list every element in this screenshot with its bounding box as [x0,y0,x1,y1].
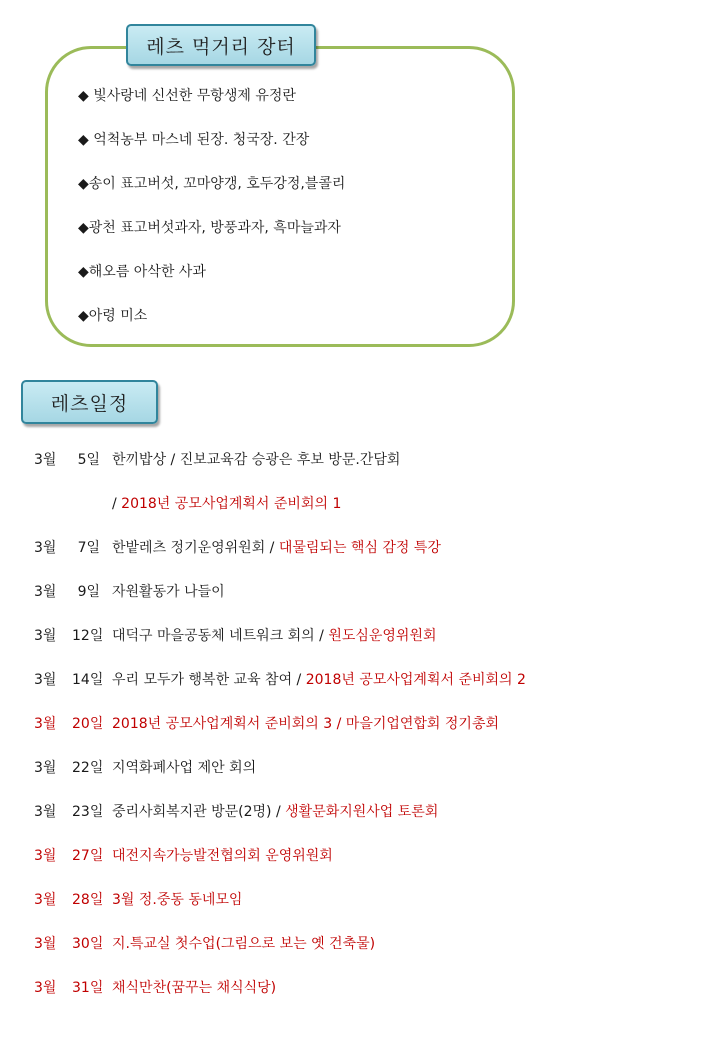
schedule-day: 20일 [72,716,104,732]
schedule-text: 채식만찬(꿈꾸는 채식식당) [112,980,277,996]
schedule-text: 대전지속가능발전협의회 운영위원회 [112,848,333,864]
schedule-month: 3월 [34,540,57,556]
schedule-month: 3월 [34,760,57,776]
schedule-day: 31일 [72,980,104,996]
schedule-text: / 2018년 공모사업계획서 준비회의 1 [112,496,342,512]
schedule-title: 레츠일정 [21,380,158,424]
schedule-row [34,538,714,582]
schedule-day: 23일 [72,804,104,820]
schedule-month: 3월 [34,672,57,688]
schedule-day: 22일 [72,760,104,776]
schedule-row [34,890,714,934]
schedule-text: 중리사회복지관 방문(2명) / 생활문화지원사업 토론회 [112,804,439,820]
schedule-row [34,670,714,714]
schedule-day: 12일 [72,628,104,644]
schedule-row [34,758,714,802]
schedule-row [34,802,714,846]
market-item: ◆광천 표고버섯과자, 방풍과자, 흑마늘과자 [78,220,341,236]
schedule-month: 3월 [34,848,57,864]
market-item: ◆송이 표고버섯, 꼬마양갱, 호두강정,블콜리 [78,176,346,192]
schedule-text: 지.특교실 첫수업(그림으로 보는 옛 건축물) [112,936,376,952]
schedule-text: 2018년 공모사업계획서 준비회의 3 / 마을기업연합회 정기총회 [112,716,500,732]
schedule-row [34,494,714,538]
market-item: ◆해오름 아삭한 사과 [78,264,206,280]
market-item: ◆ 빛사랑네 신선한 무항생제 유정란 [78,88,296,104]
schedule-row [34,626,714,670]
schedule-row [34,978,714,1022]
schedule-day: 5일 [77,452,100,468]
schedule-row [34,450,714,494]
schedule-text: 3월 정.중동 동네모임 [112,892,243,908]
schedule-month: 3월 [34,584,57,600]
schedule-list [34,450,714,1022]
schedule-day: 28일 [72,892,104,908]
schedule-text: 지역화폐사업 제안 회의 [112,760,257,776]
schedule-row [34,934,714,978]
schedule-month: 3월 [34,716,57,732]
schedule-row [34,846,714,890]
schedule-text: 한끼밥상 / 진보교육감 승광은 후보 방문.간담회 [112,452,401,468]
schedule-month: 3월 [34,804,57,820]
schedule-day: 7일 [77,540,100,556]
schedule-day: 30일 [72,936,104,952]
schedule-text: 우리 모두가 행복한 교육 참여 / 2018년 공모사업계획서 준비회의 2 [112,672,526,688]
schedule-day: 27일 [72,848,104,864]
schedule-row [34,582,714,626]
schedule-text: 대덕구 마을공동체 네트워크 회의 / 원도심운영위원회 [112,628,437,644]
market-title: 레츠 먹거리 장터 [126,24,316,66]
schedule-month: 3월 [34,892,57,908]
schedule-day: 14일 [72,672,104,688]
schedule-month: 3월 [34,936,57,952]
schedule-day: 9일 [77,584,100,600]
schedule-row [34,714,714,758]
market-list [78,86,345,350]
schedule-month: 3월 [34,452,57,468]
schedule-month: 3월 [34,980,57,996]
schedule-text: 자원활동가 나들이 [112,584,225,600]
schedule-month: 3월 [34,628,57,644]
market-item: ◆ 억척농부 마스네 된장. 청국장. 간장 [78,132,310,148]
schedule-text: 한밭레츠 정기운영위원회 / 대물림되는 핵심 감정 특강 [112,540,441,556]
market-item: ◆아령 미소 [78,308,148,324]
